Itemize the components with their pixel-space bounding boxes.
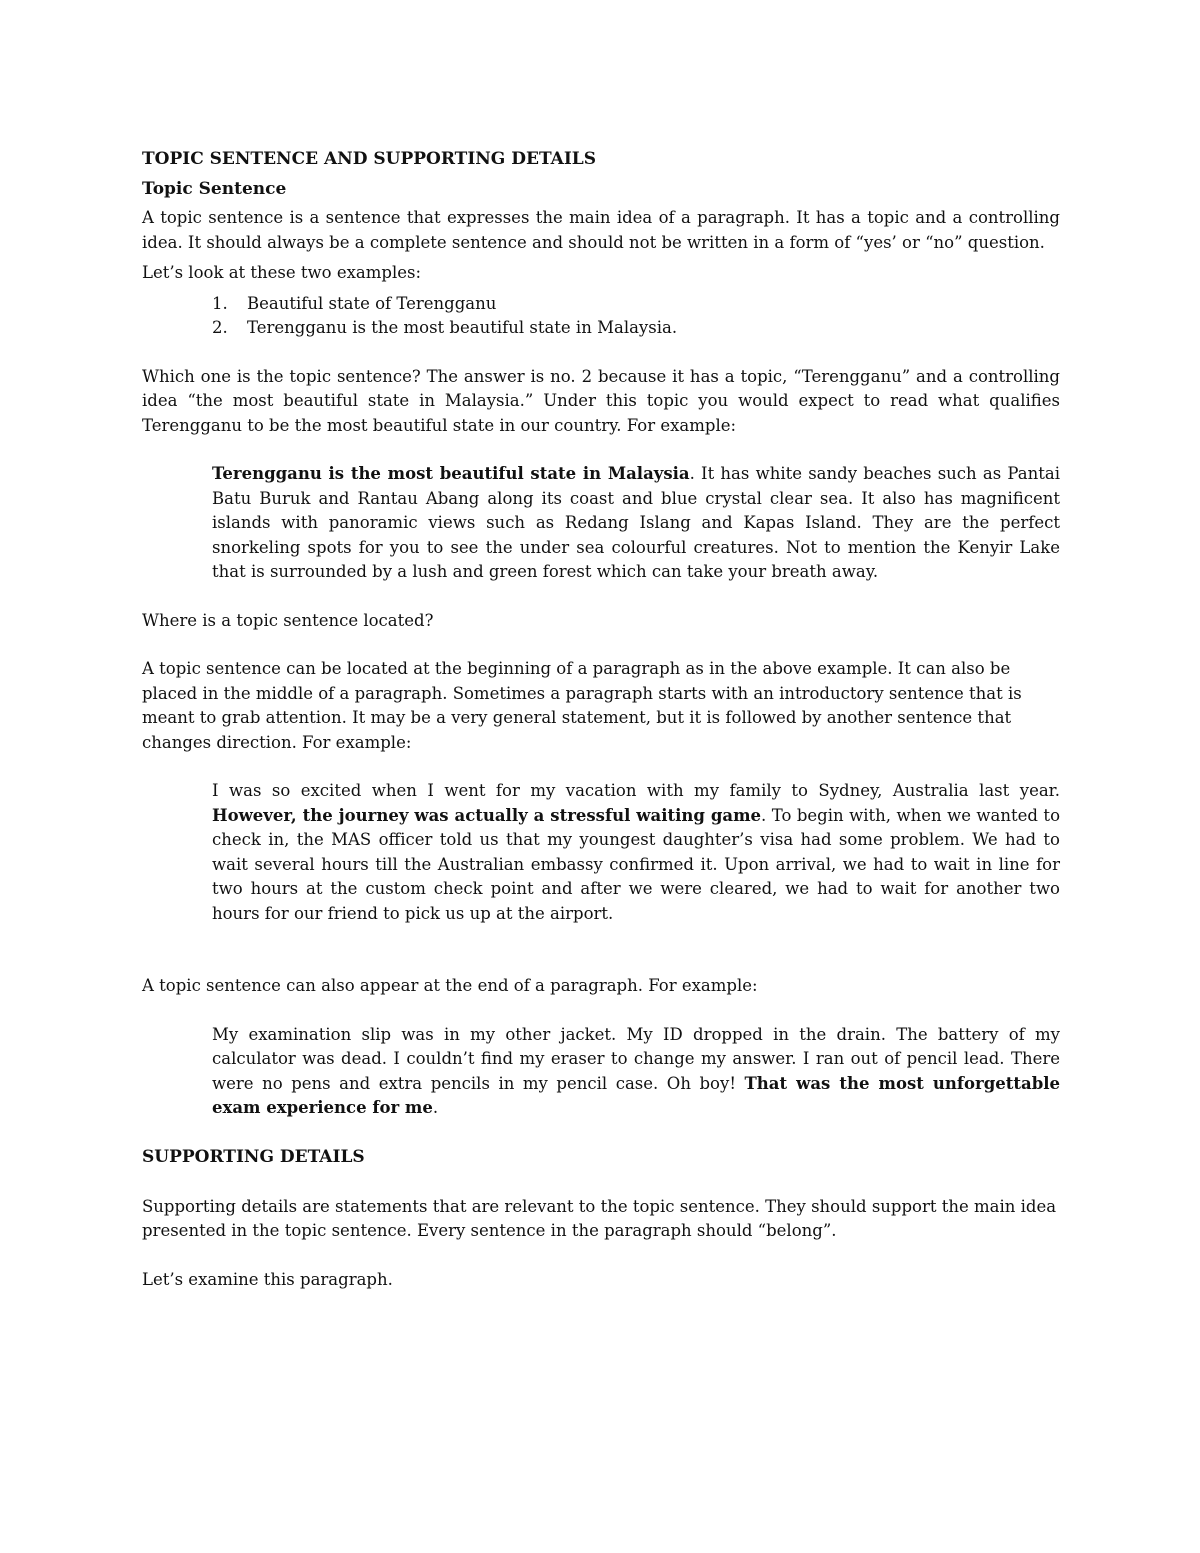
document-title: TOPIC SENTENCE AND SUPPORTING DETAILS <box>142 149 597 169</box>
examples-intro: Let’s look at these two examples: <box>142 263 422 282</box>
topic-sentence-heading: Topic Sentence <box>142 179 287 199</box>
example-paragraph-middle <box>212 779 1060 926</box>
location-answer: A topic sentence can be located at the beginning of a paragraph as in the above example. It can also be placed in the middle of a paragraph. Sometimes a paragraph starts with an introductory sentence that is meant to grab attention. It may be a very general statement, but it is followed by another sentence that changes direction. For example: <box>142 659 1022 752</box>
example-intro-text: I was so excited when I went for my vacation with my family to Sydney, Australia last year. <box>212 781 1060 800</box>
list-item <box>142 316 1060 341</box>
example-paragraph-beginning <box>212 462 1060 585</box>
example-paragraph-end <box>212 1023 1060 1121</box>
topic-sentence-definition: A topic sentence is a sentence that expresses the main idea of a paragraph. It has a topic and a controlling idea. It should always be a complete sentence and should not be written in a form of “yes’ or “no” question. <box>142 208 1060 252</box>
supporting-details-heading: SUPPORTING DETAILS <box>142 1146 365 1167</box>
supporting-details-definition: Supporting details are statements that are relevant to the topic sentence. They should support the main idea presented in the topic sentence. Every sentence in the paragraph should “belong”. <box>142 1196 1057 1240</box>
example-body: . It has white sandy beaches such as Pantai Batu Buruk and Rantau Abang along its coast and blue crystal clear sea. It also has magnificent islands with panoramic views such as Redang Islang and Kapas Island. They are the perfect snorkeling spots for you to see the under sea colourful creatures. Not to mention the Kenyir Lake that is surrounded by a lush and green forest which can take your breath away. <box>212 464 1060 581</box>
end-intro: A topic sentence can also appear at the end of a paragraph. For example: <box>142 976 758 995</box>
example-body: . To begin with, when we wanted to check in, the MAS officer told us that my youngest daughter’s visa had some problem. We had to wait several hours till the Australian embassy confirmed it. Upon arrival, we had to wait in line for two hours at the custom check point and after we were cleared, we had to wait for another two hours for our friend to pick us up at the airport. <box>212 805 1060 923</box>
closing-line: Let’s examine this paragraph. <box>142 1269 393 1289</box>
list-item-text: Terengganu is the most beautiful state in Malaysia. <box>247 318 678 337</box>
list-number: 1. <box>212 293 228 313</box>
topic-sentence-bold: However, the journey was actually a stressful waiting game <box>212 805 762 825</box>
example-end-punctuation: . <box>432 1098 439 1117</box>
location-question: Where is a topic sentence located? <box>142 610 434 630</box>
document-page <box>142 148 1060 1292</box>
topic-sentence-bold: Terengganu is the most beautiful state in Malaysia <box>212 464 690 483</box>
example-body: My examination slip was in my other jacket. My ID dropped in the drain. The battery of my calculator was dead. I couldn’t find my eraser to change my answer. I ran out of pencil lead. There were no pens and extra pencils in my pencil case. Oh boy! <box>212 1024 1060 1093</box>
list-item-text: Beautiful state of Terengganu <box>247 293 497 313</box>
explanation-paragraph: Which one is the topic sentence? The answer is no. 2 because it has a topic, “Terengganu” and a controlling idea “the most beautiful state in Malaysia.” Under this topic you would expect to read what qualifies Terengganu to be the most beautiful state in our country. For example: <box>142 366 1060 435</box>
list-item <box>142 292 1060 317</box>
examples-list <box>142 292 1060 341</box>
list-number: 2. <box>212 318 228 337</box>
topic-sentence-bold: That was the most unforgettable exam experience for me <box>212 1073 1060 1117</box>
